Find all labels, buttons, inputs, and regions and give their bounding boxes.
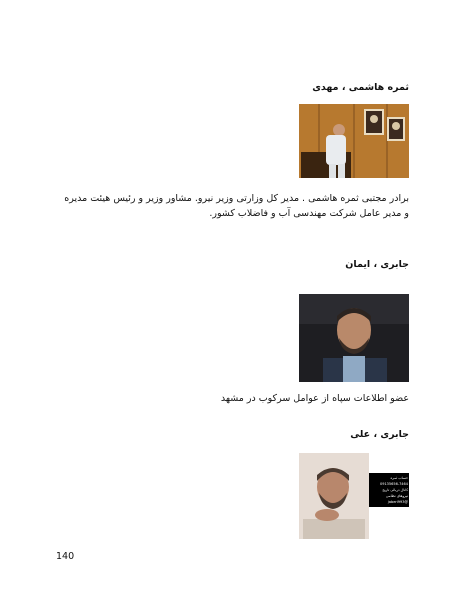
person-photo-1	[299, 104, 409, 178]
person-photo-2	[299, 294, 409, 382]
person-name-2: جابری ، ایمان	[345, 259, 409, 270]
person-name-1: ثمره هاشمی ، مهدی	[312, 82, 409, 93]
person-description-2: عضو اطلاعات سپاه از عوامل سرکوب در مشهد	[220, 393, 409, 404]
person-photo-3	[299, 453, 409, 539]
photo-caption-overlay: حساب ثمره 09135656-7464 کانال دریائی تاریخ نیروهای نظامی @jaberi993	[380, 476, 408, 504]
person-description-1: برادر مجتبی ثمره هاشمی . مدیر کل وزارتی وزیر نیرو. مشاور وزیر و رئیس هیئت مدیره و مدیر عامل شرکت مهندسی آب و فاضلاب کشور.	[64, 193, 409, 219]
page-number: 140	[56, 551, 75, 562]
person-name-3: جابری ، علی	[350, 429, 409, 440]
